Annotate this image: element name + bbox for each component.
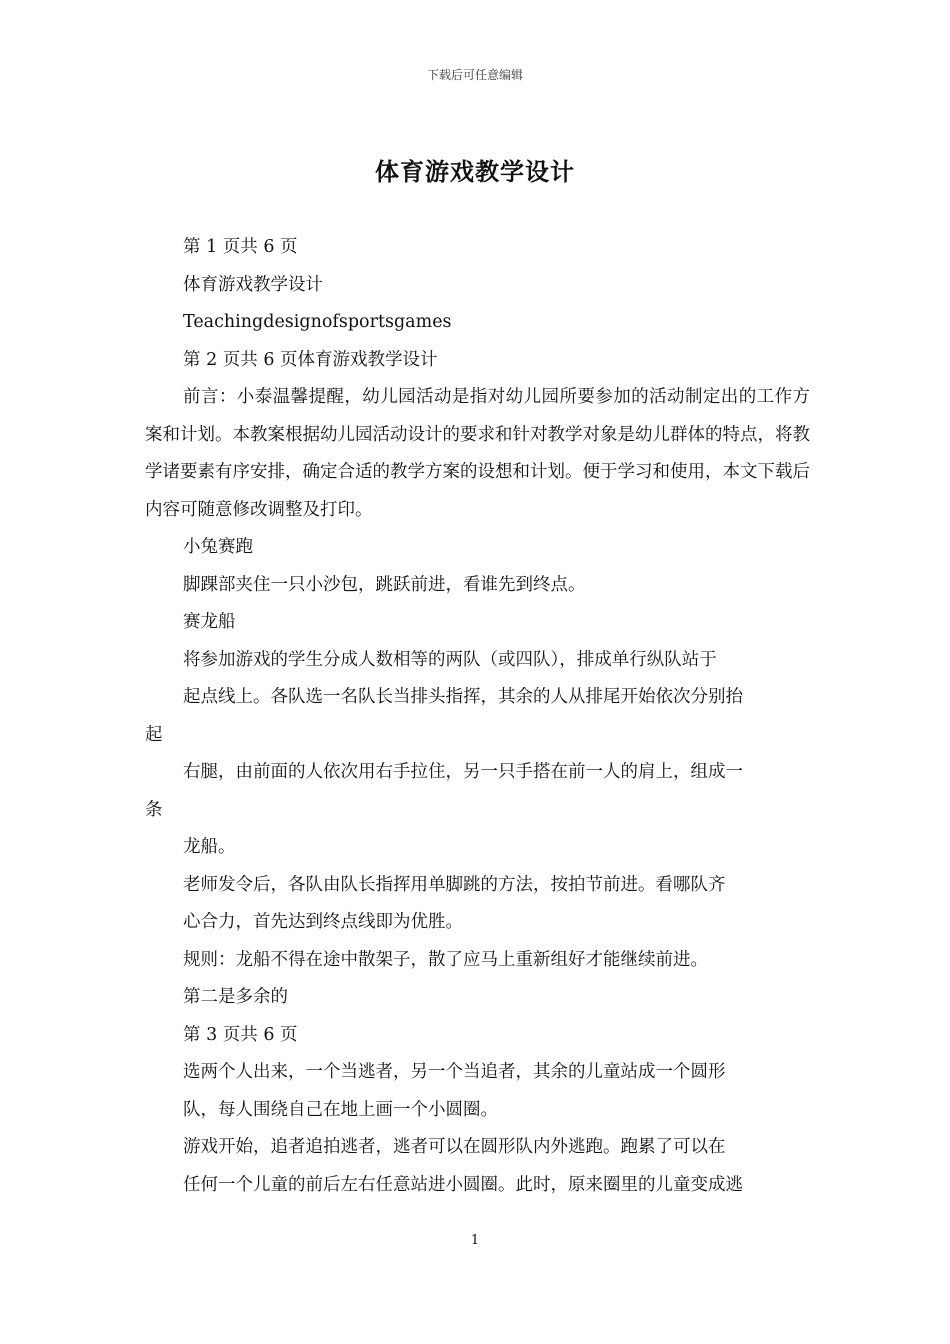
section-rule: 规则：龙船不得在途中散架子，散了应马上重新组好才能继续前进。 <box>183 949 708 970</box>
page-count-line: 第 2 页共 6 页体育游戏教学设计 <box>183 349 438 370</box>
section-text: 起点线上。各队选一名队长当排头指挥，其余的人从排尾开始依次分别抬 <box>183 687 743 707</box>
section-text: 脚踝部夹住一只小沙包，跳跃前进，看谁先到终点。 <box>183 574 586 595</box>
section-text: 队，每人围绕自己在地上画一个小圆圈。 <box>183 1099 498 1120</box>
page-count-line: 第 3 页共 6 页 <box>183 1024 298 1045</box>
section-text: 任何一个儿童的前后左右任意站进小圆圈。此时，原来圈里的儿童变成逃 <box>183 1174 743 1195</box>
section-text: 游戏开始，追者追拍逃者，逃者可以在圆形队内外逃跑。跑累了可以在 <box>183 1137 726 1157</box>
section-heading: 第二是多余的 <box>183 987 288 1007</box>
section-text-wrap: 起 <box>145 724 163 745</box>
section-text: 选两个人出来，一个当逃者，另一个当追者，其余的儿童站成一个圆形 <box>183 1062 726 1082</box>
section-heading: 赛龙船 <box>183 612 236 632</box>
page-count-line: 第 1 页共 6 页 <box>183 237 298 257</box>
section-text: 心合力，首先达到终点线即为优胜。 <box>183 912 463 932</box>
intro-paragraph: 前言：小泰温馨提醒，幼儿园活动是指对幼儿园所要参加的活动制定出的工作方案和计划。本教案根据幼儿园活动设计的要求和针对教学对象是幼儿群体的特点，将教学诸要素有序安排，确定合适的教学方案的设想和计划。便于学习和使用，本文下载后内容可随意修改调整及打印。 <box>145 387 810 520</box>
page-number: 1 <box>470 1233 480 1248</box>
section-text: 老师发令后，各队由队长指挥用单脚跳的方法，按拍节前进。看哪队齐 <box>183 874 726 895</box>
subtitle-english: Teachingdesignofsportsgames <box>183 312 452 332</box>
subtitle-chinese: 体育游戏教学设计 <box>183 274 323 295</box>
section-text: 将参加游戏的学生分成人数相等的两队（或四队），排成单行纵队站于 <box>183 649 717 670</box>
section-heading: 小兔赛跑 <box>183 537 253 557</box>
document-title: 体育游戏教学设计 <box>375 157 575 186</box>
section-text: 龙船。 <box>183 837 236 857</box>
page-header: 下载后可任意编辑 <box>426 68 523 82</box>
section-text: 右腿，由前面的人依次用右手拉住，另一只手搭在前一人的肩上，组成一 <box>183 762 743 782</box>
document-body <box>145 229 810 1204</box>
section-text-wrap: 条 <box>145 799 163 820</box>
